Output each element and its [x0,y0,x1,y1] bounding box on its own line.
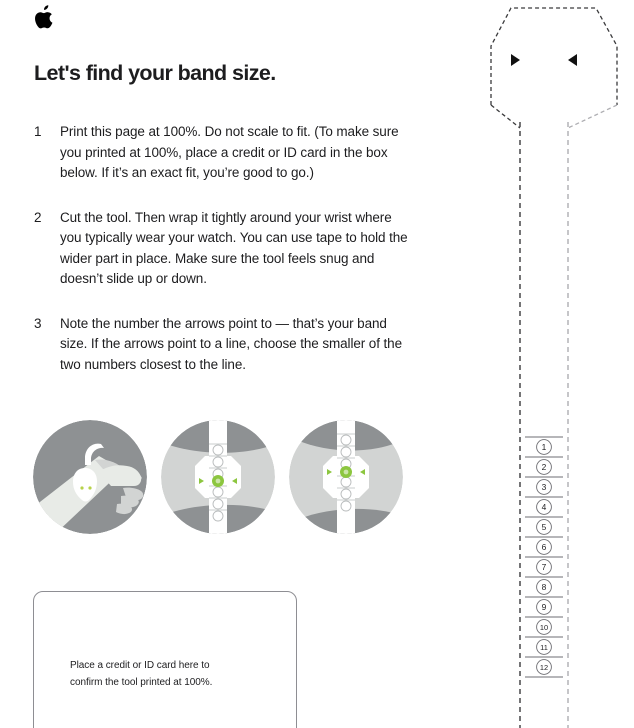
apple-logo-icon [33,5,55,31]
scale-number-label: 12 [539,663,549,673]
band-scale-loose-illustration [161,420,275,534]
scale-number-label: 6 [541,542,547,553]
scale-number-label: 8 [541,582,547,593]
card-box-instruction [70,657,212,691]
wrist-with-band-illustration [33,420,147,534]
scale-number-label: 9 [541,602,547,613]
scale-number-label: 11 [540,643,548,653]
scale-number-label: 3 [541,482,547,493]
scale-number-label: 10 [539,623,549,633]
step-text: Cut the tool. Then wrap it tightly around your wrist where you typically wear your watch. You can use tape to hold the wider part in place. Make sure the tool feels snug and doesn’t slide up or down. [60,209,408,286]
scale-number-label: 5 [541,522,547,533]
card-box-line-2: confirm the tool printed at 100%. [70,677,213,688]
step-number: 2 [34,209,42,225]
step-number: 1 [34,124,42,139]
instruction-step [34,122,414,184]
instruction-steps [34,122,414,399]
tool-scale [525,437,563,677]
tool-head-cut-line [491,8,617,105]
arrow-right-icon [511,54,520,66]
step-text: Print this page at 100%. Do not scale to fit. (To make sure you printed at 100%, place a credit or ID card in the box below. If it’s an exact fit, you’re good to go.) [60,124,399,180]
step-number: 3 [34,315,42,331]
band-scale-snug-illustration [289,420,403,534]
credit-card-calibration-box [33,591,297,728]
band-sizing-tool [480,0,634,728]
illustration-row [33,420,403,534]
scale-number-label: 2 [541,462,547,473]
card-box-line-1: Place a credit or ID card here to [70,660,210,671]
instruction-step [34,314,414,376]
scale-number-label: 1 [541,442,547,453]
scale-number-label: 4 [541,502,547,513]
instruction-step [34,208,414,290]
scale-number-label: 7 [541,562,547,573]
step-text: Note the number the arrows point to — that’s your band size. If the arrows point to a line, choose the smaller of the two numbers closest to the line. [60,315,402,372]
arrow-left-icon [568,54,577,66]
page-title: Let's find your band size. [34,61,276,85]
